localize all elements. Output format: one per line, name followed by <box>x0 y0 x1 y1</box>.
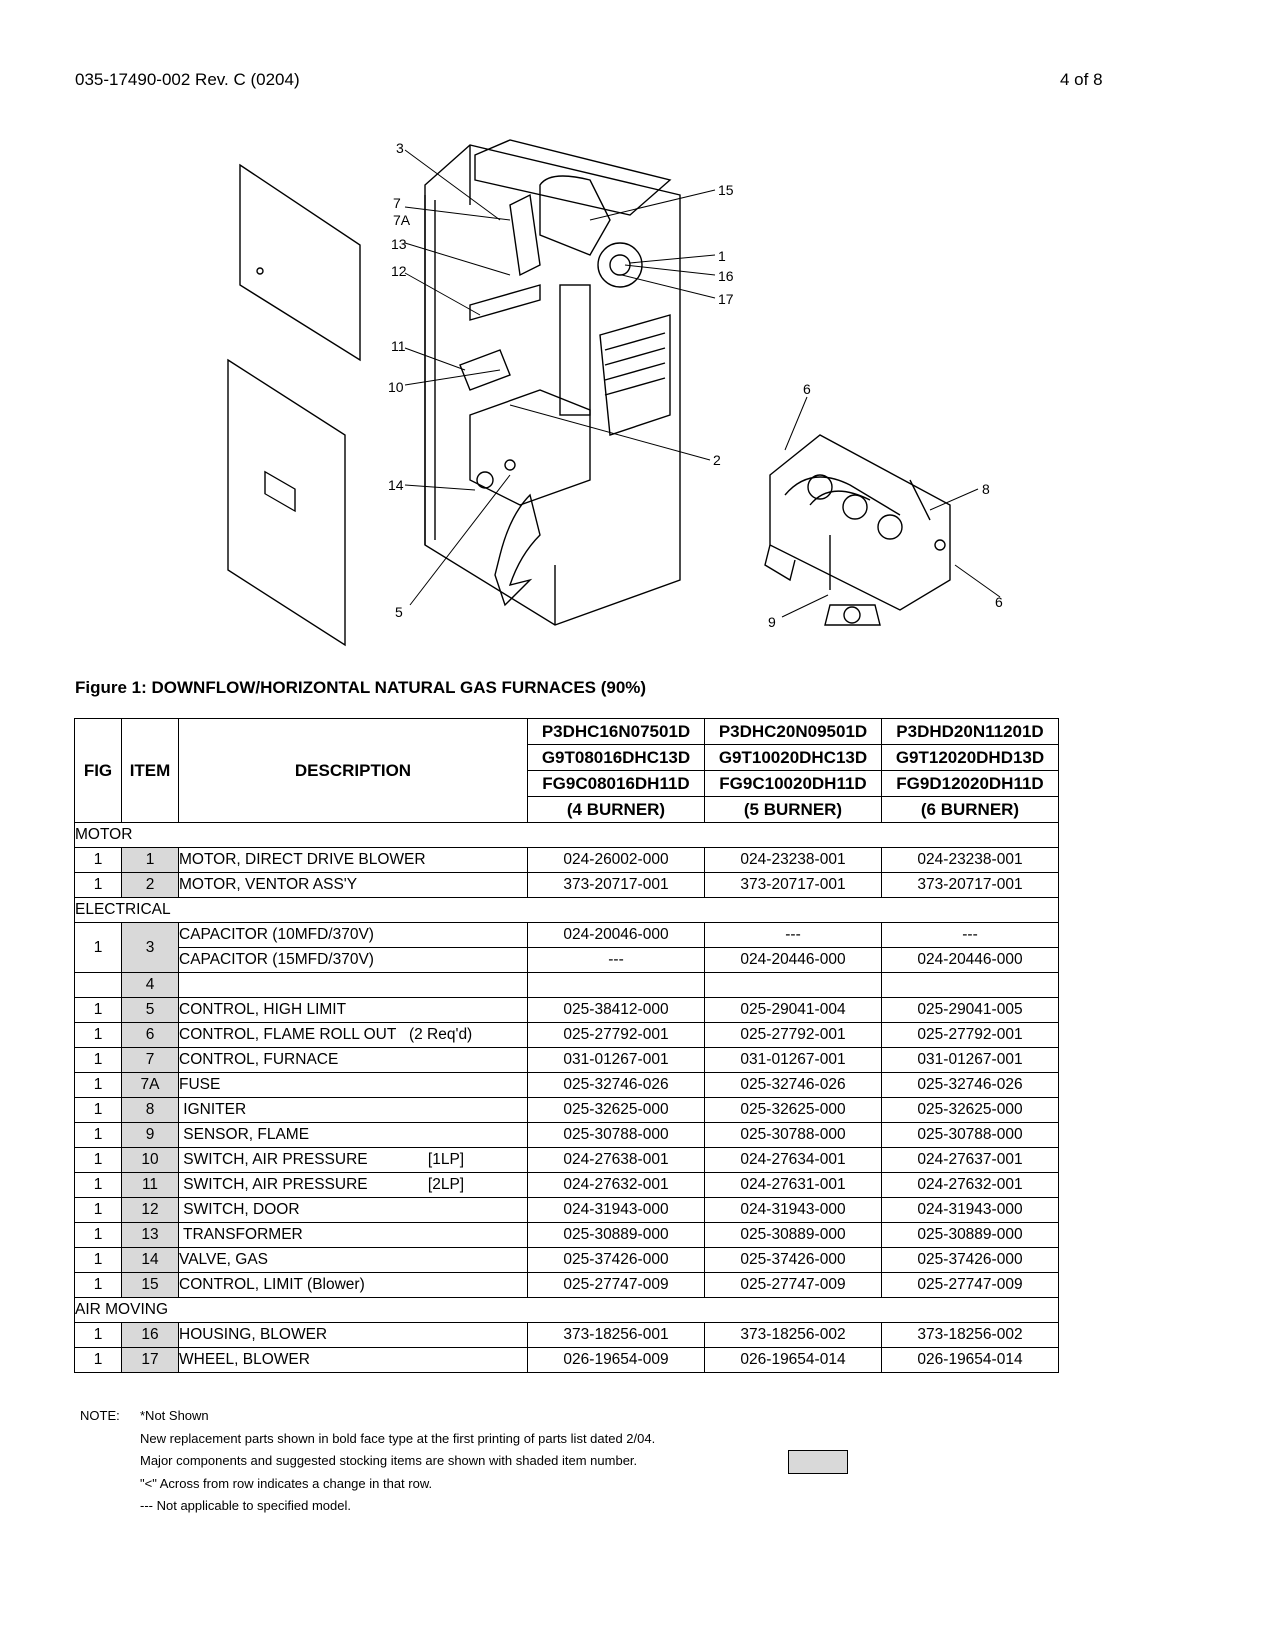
callout-label: 2 <box>713 452 721 468</box>
note-line: New replacement parts shown in bold face type at the first printing of parts list dated 2/04. <box>140 1430 656 1446</box>
callout-label: 7A <box>393 212 411 228</box>
part-number-cell: 025-37426-000 <box>705 1248 882 1273</box>
description-cell <box>179 973 528 998</box>
table-row <box>75 1348 1059 1373</box>
item-cell: 6 <box>122 1023 179 1048</box>
description-cell: CONTROL, LIMIT (Blower) <box>179 1273 528 1298</box>
description-cell: SENSOR, FLAME <box>179 1123 528 1148</box>
item-cell: 7A <box>122 1073 179 1098</box>
table-row <box>75 948 1059 973</box>
part-number-cell: 024-31943-000 <box>528 1198 705 1223</box>
part-number-cell: 025-30889-000 <box>528 1223 705 1248</box>
model-header: P3DHD20N11201D <box>882 719 1059 745</box>
part-number-cell: 025-38412-000 <box>528 998 705 1023</box>
page-number: 4 of 8 <box>1060 70 1103 89</box>
part-number-cell: 373-20717-001 <box>882 873 1059 898</box>
fig-cell <box>75 973 122 998</box>
part-number-cell: 025-30788-000 <box>528 1123 705 1148</box>
description-cell: MOTOR, VENTOR ASS'Y <box>179 873 528 898</box>
part-number-cell: 025-27747-009 <box>528 1273 705 1298</box>
item-cell: 10 <box>122 1148 179 1173</box>
part-number-cell: 373-20717-001 <box>705 873 882 898</box>
description-cell: VALVE, GAS <box>179 1248 528 1273</box>
item-cell: 3 <box>122 923 179 973</box>
callout-label: 6 <box>995 594 1003 610</box>
fig-cell: 1 <box>75 1148 122 1173</box>
part-number-cell: 025-32746-026 <box>882 1073 1059 1098</box>
col-header-item: ITEM <box>122 719 179 823</box>
document-id: 035-17490-002 Rev. C (0204) <box>75 70 300 89</box>
table-row <box>75 1273 1059 1298</box>
description-cell: SWITCH, AIR PRESSURE [1LP] <box>179 1148 528 1173</box>
part-number-cell: 024-20446-000 <box>882 948 1059 973</box>
callout-label: 6 <box>803 381 811 397</box>
item-cell: 12 <box>122 1198 179 1223</box>
description-cell: HOUSING, BLOWER <box>179 1323 528 1348</box>
fig-cell: 1 <box>75 1023 122 1048</box>
part-number-cell: 026-19654-009 <box>528 1348 705 1373</box>
figure-caption: Figure 1: DOWNFLOW/HORIZONTAL NATURAL GAS FURNACES (90%) <box>75 678 647 697</box>
table-row <box>75 1098 1059 1123</box>
table-row <box>75 1073 1059 1098</box>
part-number-cell: 025-37426-000 <box>528 1248 705 1273</box>
item-cell: 17 <box>122 1348 179 1373</box>
part-number-cell: 024-27638-001 <box>528 1148 705 1173</box>
description-cell: SWITCH, AIR PRESSURE [2LP] <box>179 1173 528 1198</box>
fig-cell: 1 <box>75 848 122 873</box>
item-cell: 7 <box>122 1048 179 1073</box>
table-row <box>75 848 1059 873</box>
part-number-cell: 373-18256-001 <box>528 1323 705 1348</box>
part-number-cell: 025-27792-001 <box>528 1023 705 1048</box>
table-row <box>75 998 1059 1023</box>
fig-cell: 1 <box>75 998 122 1023</box>
part-number-cell: 025-32625-000 <box>705 1098 882 1123</box>
section-header-electrical: ELECTRICAL <box>75 898 1059 923</box>
note-line: Major components and suggested stocking items are shown with shaded item number. <box>140 1453 638 1468</box>
table-row <box>75 1323 1059 1348</box>
callout-label: 15 <box>718 182 734 198</box>
part-number-cell: 373-18256-002 <box>882 1323 1059 1348</box>
description-cell: IGNITER <box>179 1098 528 1123</box>
table-row <box>75 1048 1059 1073</box>
description-cell: MOTOR, DIRECT DRIVE BLOWER <box>179 848 528 873</box>
shaded-item-legend-swatch <box>788 1450 848 1474</box>
part-number-cell: 373-20717-001 <box>528 873 705 898</box>
note-label: NOTE: <box>80 1408 120 1423</box>
description-cell: SWITCH, DOOR <box>179 1198 528 1223</box>
callout-label: 9 <box>768 614 776 630</box>
callout-label: 11 <box>391 338 406 354</box>
fig-cell: 1 <box>75 923 122 973</box>
description-cell: CONTROL, HIGH LIMIT <box>179 998 528 1023</box>
col-header-description: DESCRIPTION <box>179 719 528 823</box>
part-number-cell: 024-27631-001 <box>705 1173 882 1198</box>
model-header: G9T10020DHC13D <box>705 745 882 771</box>
burner-count: (4 BURNER) <box>528 797 705 823</box>
part-number-cell: 025-32746-026 <box>705 1073 882 1098</box>
part-number-cell: 024-31943-000 <box>882 1198 1059 1223</box>
part-number-cell: 024-27634-001 <box>705 1148 882 1173</box>
part-number-cell: 025-29041-005 <box>882 998 1059 1023</box>
fig-cell: 1 <box>75 1098 122 1123</box>
part-number-cell: 025-27747-009 <box>882 1273 1059 1298</box>
part-number-cell: 024-23238-001 <box>705 848 882 873</box>
part-number-cell: 025-27792-001 <box>882 1023 1059 1048</box>
part-number-cell: --- <box>528 948 705 973</box>
part-number-cell: 025-27792-001 <box>705 1023 882 1048</box>
part-number-cell: 025-29041-004 <box>705 998 882 1023</box>
fig-cell: 1 <box>75 1073 122 1098</box>
callout-label: 12 <box>391 263 407 279</box>
part-number-cell: 025-37426-000 <box>882 1248 1059 1273</box>
part-number-cell: 024-20046-000 <box>528 923 705 948</box>
description-cell: WHEEL, BLOWER <box>179 1348 528 1373</box>
table-row <box>75 1223 1059 1248</box>
table-row <box>75 1198 1059 1223</box>
part-number-cell: --- <box>705 923 882 948</box>
table-row <box>75 1173 1059 1198</box>
description-cell: CAPACITOR (10MFD/370V) <box>179 923 528 948</box>
fig-cell: 1 <box>75 873 122 898</box>
fig-cell: 1 <box>75 1123 122 1148</box>
item-cell: 5 <box>122 998 179 1023</box>
part-number-cell: 031-01267-001 <box>705 1048 882 1073</box>
part-number-cell: 031-01267-001 <box>528 1048 705 1073</box>
callout-label: 17 <box>718 291 734 307</box>
description-cell: CAPACITOR (15MFD/370V) <box>179 948 528 973</box>
callout-label: 8 <box>982 481 990 497</box>
part-number-cell: 026-19654-014 <box>705 1348 882 1373</box>
burner-count: (5 BURNER) <box>705 797 882 823</box>
part-number-cell: 025-32746-026 <box>528 1073 705 1098</box>
description-cell: FUSE <box>179 1073 528 1098</box>
part-number-cell: 025-30788-000 <box>882 1123 1059 1148</box>
fig-cell: 1 <box>75 1198 122 1223</box>
part-number-cell: 025-30889-000 <box>705 1223 882 1248</box>
part-number-cell: 373-18256-002 <box>705 1323 882 1348</box>
fig-cell: 1 <box>75 1223 122 1248</box>
part-number-cell: 025-32625-000 <box>882 1098 1059 1123</box>
item-cell: 14 <box>122 1248 179 1273</box>
table-row <box>75 1248 1059 1273</box>
note-line: *Not Shown <box>140 1408 209 1423</box>
item-cell: 1 <box>122 848 179 873</box>
part-number-cell: 024-27637-001 <box>882 1148 1059 1173</box>
model-header: FG9C10020DH11D <box>705 771 882 797</box>
model-header: G9T12020DHD13D <box>882 745 1059 771</box>
part-number-cell: 025-30889-000 <box>882 1223 1059 1248</box>
callout-label: 7 <box>393 195 401 211</box>
description-cell: TRANSFORMER <box>179 1223 528 1248</box>
model-header: FG9D12020DH11D <box>882 771 1059 797</box>
callout-label: 3 <box>396 140 404 156</box>
part-number-cell: 024-31943-000 <box>705 1198 882 1223</box>
part-number-cell <box>882 973 1059 998</box>
section-header-air-moving: AIR MOVING <box>75 1298 1059 1323</box>
item-cell: 13 <box>122 1223 179 1248</box>
section-header-motor: MOTOR <box>75 823 1059 848</box>
burner-count: (6 BURNER) <box>882 797 1059 823</box>
part-number-cell: 031-01267-001 <box>882 1048 1059 1073</box>
fig-cell: 1 <box>75 1248 122 1273</box>
callout-label: 10 <box>388 379 404 395</box>
table-row <box>75 1123 1059 1148</box>
item-cell: 2 <box>122 873 179 898</box>
callout-label: 5 <box>395 604 403 620</box>
note-line: --- Not applicable to specified model. <box>140 1498 351 1513</box>
item-cell: 9 <box>122 1123 179 1148</box>
furnace-exploded-diagram <box>210 135 1070 680</box>
fig-cell: 1 <box>75 1273 122 1298</box>
item-cell: 15 <box>122 1273 179 1298</box>
part-number-cell: 025-27747-009 <box>705 1273 882 1298</box>
fig-cell: 1 <box>75 1348 122 1373</box>
part-number-cell: 024-27632-001 <box>882 1173 1059 1198</box>
part-number-cell <box>705 973 882 998</box>
item-cell: 8 <box>122 1098 179 1123</box>
item-cell: 16 <box>122 1323 179 1348</box>
item-cell: 4 <box>122 973 179 998</box>
part-number-cell: 024-20446-000 <box>705 948 882 973</box>
fig-cell: 1 <box>75 1323 122 1348</box>
part-number-cell: 024-26002-000 <box>528 848 705 873</box>
model-header: FG9C08016DH11D <box>528 771 705 797</box>
model-header: P3DHC20N09501D <box>705 719 882 745</box>
part-number-cell: 026-19654-014 <box>882 1348 1059 1373</box>
callout-label: 13 <box>391 236 407 252</box>
fig-cell: 1 <box>75 1173 122 1198</box>
parts-table <box>74 718 1059 1373</box>
callout-label: 14 <box>388 477 404 493</box>
fig-cell: 1 <box>75 1048 122 1073</box>
part-number-cell: 024-23238-001 <box>882 848 1059 873</box>
col-header-fig: FIG <box>75 719 122 823</box>
part-number-cell: 024-27632-001 <box>528 1173 705 1198</box>
table-row <box>75 973 1059 998</box>
note-line: "<" Across from row indicates a change in that row. <box>140 1475 433 1491</box>
table-row <box>75 1148 1059 1173</box>
table-row <box>75 923 1059 948</box>
table-row <box>75 1023 1059 1048</box>
callout-label: 1 <box>718 248 726 264</box>
part-number-cell: 025-32625-000 <box>528 1098 705 1123</box>
description-cell: CONTROL, FURNACE <box>179 1048 528 1073</box>
part-number-cell <box>528 973 705 998</box>
part-number-cell: 025-30788-000 <box>705 1123 882 1148</box>
model-header: P3DHC16N07501D <box>528 719 705 745</box>
table-row <box>75 873 1059 898</box>
description-cell: CONTROL, FLAME ROLL OUT (2 Req'd) <box>179 1023 528 1048</box>
part-number-cell: --- <box>882 923 1059 948</box>
callout-label: 16 <box>718 268 734 284</box>
item-cell: 11 <box>122 1173 179 1198</box>
model-header: G9T08016DHC13D <box>528 745 705 771</box>
